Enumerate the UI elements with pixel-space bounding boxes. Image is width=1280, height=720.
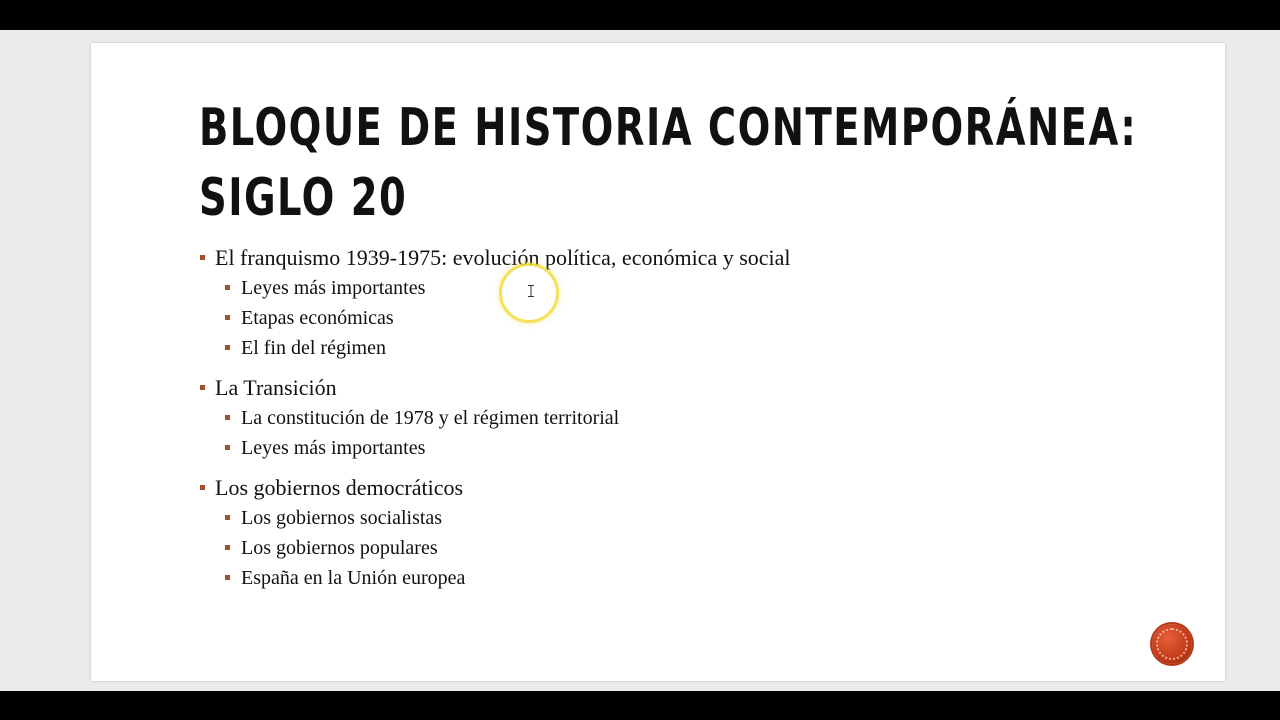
bullet-icon	[200, 385, 205, 390]
bullet-icon	[225, 515, 230, 520]
section-franquismo	[199, 243, 1179, 363]
subitem-label: El fin del régimen	[241, 337, 386, 359]
section-label: Los gobiernos democráticos	[215, 475, 464, 500]
bullet-icon	[225, 545, 230, 550]
text-cursor-icon	[527, 285, 535, 297]
list-item	[199, 273, 1179, 303]
list-item	[199, 403, 1179, 433]
bullet-icon	[200, 485, 205, 490]
list-item	[199, 333, 1179, 363]
list-item	[199, 533, 1179, 563]
subitem-label: La constitución de 1978 y el régimen territorial	[241, 407, 620, 429]
list-item	[199, 473, 1179, 503]
slide-title-line-1: BLOQUE DE HISTORIA CONTEMPORÁNEA:	[199, 98, 1138, 158]
bullet-icon	[225, 415, 230, 420]
subitem-label: Leyes más importantes	[241, 437, 426, 459]
slide	[91, 43, 1225, 681]
bullet-icon	[225, 575, 230, 580]
bullet-icon	[225, 315, 230, 320]
section-transicion	[199, 373, 1179, 463]
list-item	[199, 563, 1179, 593]
subitem-label: Los gobiernos populares	[241, 537, 438, 559]
section-gobiernos	[199, 473, 1179, 593]
bullet-icon	[225, 345, 230, 350]
list-item	[199, 243, 1179, 273]
slide-title-line-2: SIGLO 20	[199, 168, 408, 228]
subitem-label: Los gobiernos socialistas	[241, 507, 443, 529]
slide-title	[199, 93, 1138, 233]
list-item	[199, 503, 1179, 533]
record-icon	[1156, 628, 1188, 660]
subitem-label: Leyes más importantes	[241, 277, 426, 299]
bullet-icon	[225, 285, 230, 290]
record-button[interactable]	[1152, 624, 1192, 664]
list-item	[199, 433, 1179, 463]
list-item	[199, 373, 1179, 403]
subitem-label: España en la Unión europea	[241, 567, 466, 589]
section-label: El franquismo 1939-1975: evolución política, económica y social	[215, 245, 791, 270]
section-label: La Transición	[215, 375, 337, 400]
slide-content	[199, 243, 1179, 603]
subitem-label: Etapas económicas	[241, 307, 394, 329]
bullet-icon	[225, 445, 230, 450]
presentation-stage	[0, 30, 1280, 691]
list-item	[199, 303, 1179, 333]
bullet-icon	[200, 255, 205, 260]
